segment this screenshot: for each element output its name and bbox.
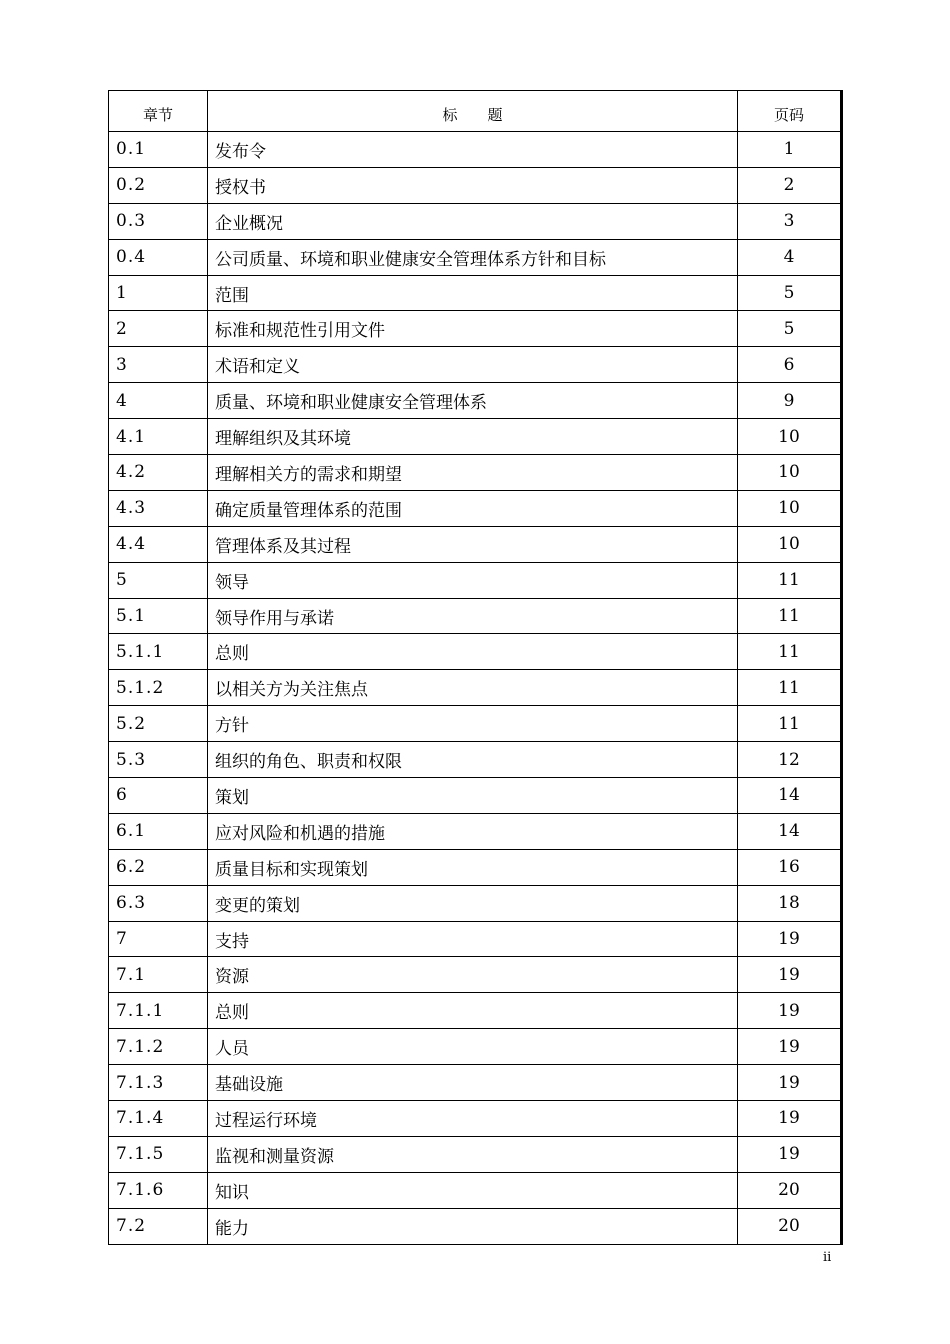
section-number: 5.1.2 [109, 670, 208, 706]
section-number: 6.1 [109, 813, 208, 849]
section-title: 总则 [208, 993, 738, 1029]
section-title: 知识 [208, 1172, 738, 1208]
table-row [109, 885, 841, 921]
section-title: 基础设施 [208, 1065, 738, 1101]
page-ref: 20 [738, 1208, 841, 1244]
page-ref: 10 [738, 526, 841, 562]
page-ref: 5 [738, 311, 841, 347]
section-number: 6.3 [109, 885, 208, 921]
section-title: 过程运行环境 [208, 1101, 738, 1137]
table-row [109, 993, 841, 1029]
table-row [109, 849, 841, 885]
table-row [109, 957, 841, 993]
table-row [109, 921, 841, 957]
section-title: 管理体系及其过程 [208, 526, 738, 562]
table-row [109, 1172, 841, 1208]
table-row [109, 1136, 841, 1172]
table-row [109, 1101, 841, 1137]
table-row [109, 1065, 841, 1101]
section-title: 监视和测量资源 [208, 1136, 738, 1172]
section-number: 7.1 [109, 957, 208, 993]
table-row [109, 167, 841, 203]
section-number: 7 [109, 921, 208, 957]
page-ref: 5 [738, 275, 841, 311]
section-title: 能力 [208, 1208, 738, 1244]
page-ref: 4 [738, 239, 841, 275]
section-title: 术语和定义 [208, 347, 738, 383]
section-title: 方针 [208, 706, 738, 742]
section-number: 7.1.2 [109, 1029, 208, 1065]
section-title: 变更的策划 [208, 885, 738, 921]
page-ref: 10 [738, 455, 841, 491]
page-ref: 3 [738, 203, 841, 239]
toc-header-row [109, 91, 841, 132]
table-row [109, 275, 841, 311]
page-ref: 12 [738, 742, 841, 778]
table-of-contents [108, 90, 843, 1245]
page-ref: 14 [738, 778, 841, 814]
section-title: 授权书 [208, 167, 738, 203]
page-ref: 19 [738, 921, 841, 957]
section-title: 组织的角色、职责和权限 [208, 742, 738, 778]
section-title: 资源 [208, 957, 738, 993]
table-row [109, 742, 841, 778]
table-row [109, 1208, 841, 1244]
section-title: 以相关方为关注焦点 [208, 670, 738, 706]
section-number: 5.1.1 [109, 634, 208, 670]
table-row [109, 383, 841, 419]
table-row [109, 706, 841, 742]
table-row [109, 562, 841, 598]
section-title: 支持 [208, 921, 738, 957]
section-number: 6.2 [109, 849, 208, 885]
header-section: 章节 [109, 91, 208, 132]
table-row [109, 1029, 841, 1065]
section-title: 应对风险和机遇的措施 [208, 813, 738, 849]
page-ref: 1 [738, 132, 841, 168]
table-row [109, 490, 841, 526]
section-number: 0.1 [109, 132, 208, 168]
section-number: 4.3 [109, 490, 208, 526]
table-row [109, 203, 841, 239]
page-ref: 19 [738, 1065, 841, 1101]
table-row [109, 419, 841, 455]
section-number: 7.1.1 [109, 993, 208, 1029]
section-number: 5 [109, 562, 208, 598]
page-ref: 19 [738, 1029, 841, 1065]
section-number: 0.4 [109, 239, 208, 275]
section-number: 5.2 [109, 706, 208, 742]
section-number: 4.1 [109, 419, 208, 455]
section-number: 4 [109, 383, 208, 419]
section-number: 4.4 [109, 526, 208, 562]
page-ref: 14 [738, 813, 841, 849]
toc-table [108, 90, 841, 1245]
table-row [109, 598, 841, 634]
page-ref: 10 [738, 419, 841, 455]
page-ref: 11 [738, 706, 841, 742]
header-page: 页码 [738, 91, 841, 132]
section-number: 4.2 [109, 455, 208, 491]
header-title: 标 题 [208, 91, 738, 132]
section-number: 7.1.3 [109, 1065, 208, 1101]
section-title: 人员 [208, 1029, 738, 1065]
section-number: 6 [109, 778, 208, 814]
section-title: 确定质量管理体系的范围 [208, 490, 738, 526]
table-row [109, 778, 841, 814]
page-ref: 11 [738, 670, 841, 706]
page-ref: 9 [738, 383, 841, 419]
section-number: 7.1.6 [109, 1172, 208, 1208]
table-row [109, 347, 841, 383]
section-title: 理解相关方的需求和期望 [208, 455, 738, 491]
page-ref: 19 [738, 1101, 841, 1137]
page-ref: 16 [738, 849, 841, 885]
page-ref: 19 [738, 1136, 841, 1172]
page-ref: 11 [738, 562, 841, 598]
section-title: 质量目标和实现策划 [208, 849, 738, 885]
section-title: 领导作用与承诺 [208, 598, 738, 634]
table-row [109, 132, 841, 168]
page-ref: 6 [738, 347, 841, 383]
section-number: 1 [109, 275, 208, 311]
section-title: 理解组织及其环境 [208, 419, 738, 455]
section-number: 0.2 [109, 167, 208, 203]
page-ref: 11 [738, 598, 841, 634]
page-ref: 2 [738, 167, 841, 203]
section-number: 5.3 [109, 742, 208, 778]
table-row [109, 670, 841, 706]
page-number: ii [823, 1250, 832, 1265]
section-number: 7.1.4 [109, 1101, 208, 1137]
table-row [109, 239, 841, 275]
page-ref: 10 [738, 490, 841, 526]
toc-body [109, 132, 841, 1245]
table-row [109, 634, 841, 670]
section-title: 质量、环境和职业健康安全管理体系 [208, 383, 738, 419]
section-number: 2 [109, 311, 208, 347]
section-number: 5.1 [109, 598, 208, 634]
section-number: 7.1.5 [109, 1136, 208, 1172]
page-ref: 19 [738, 957, 841, 993]
table-row [109, 526, 841, 562]
page-ref: 20 [738, 1172, 841, 1208]
section-title: 企业概况 [208, 203, 738, 239]
page-ref: 18 [738, 885, 841, 921]
page-ref: 11 [738, 634, 841, 670]
table-row [109, 455, 841, 491]
section-number: 0.3 [109, 203, 208, 239]
section-number: 7.2 [109, 1208, 208, 1244]
section-number: 3 [109, 347, 208, 383]
section-title: 总则 [208, 634, 738, 670]
section-title: 范围 [208, 275, 738, 311]
table-row [109, 813, 841, 849]
section-title: 发布令 [208, 132, 738, 168]
section-title: 策划 [208, 778, 738, 814]
section-title: 领导 [208, 562, 738, 598]
page-ref: 19 [738, 993, 841, 1029]
section-title: 公司质量、环境和职业健康安全管理体系方针和目标 [208, 239, 738, 275]
section-title: 标准和规范性引用文件 [208, 311, 738, 347]
table-row [109, 311, 841, 347]
